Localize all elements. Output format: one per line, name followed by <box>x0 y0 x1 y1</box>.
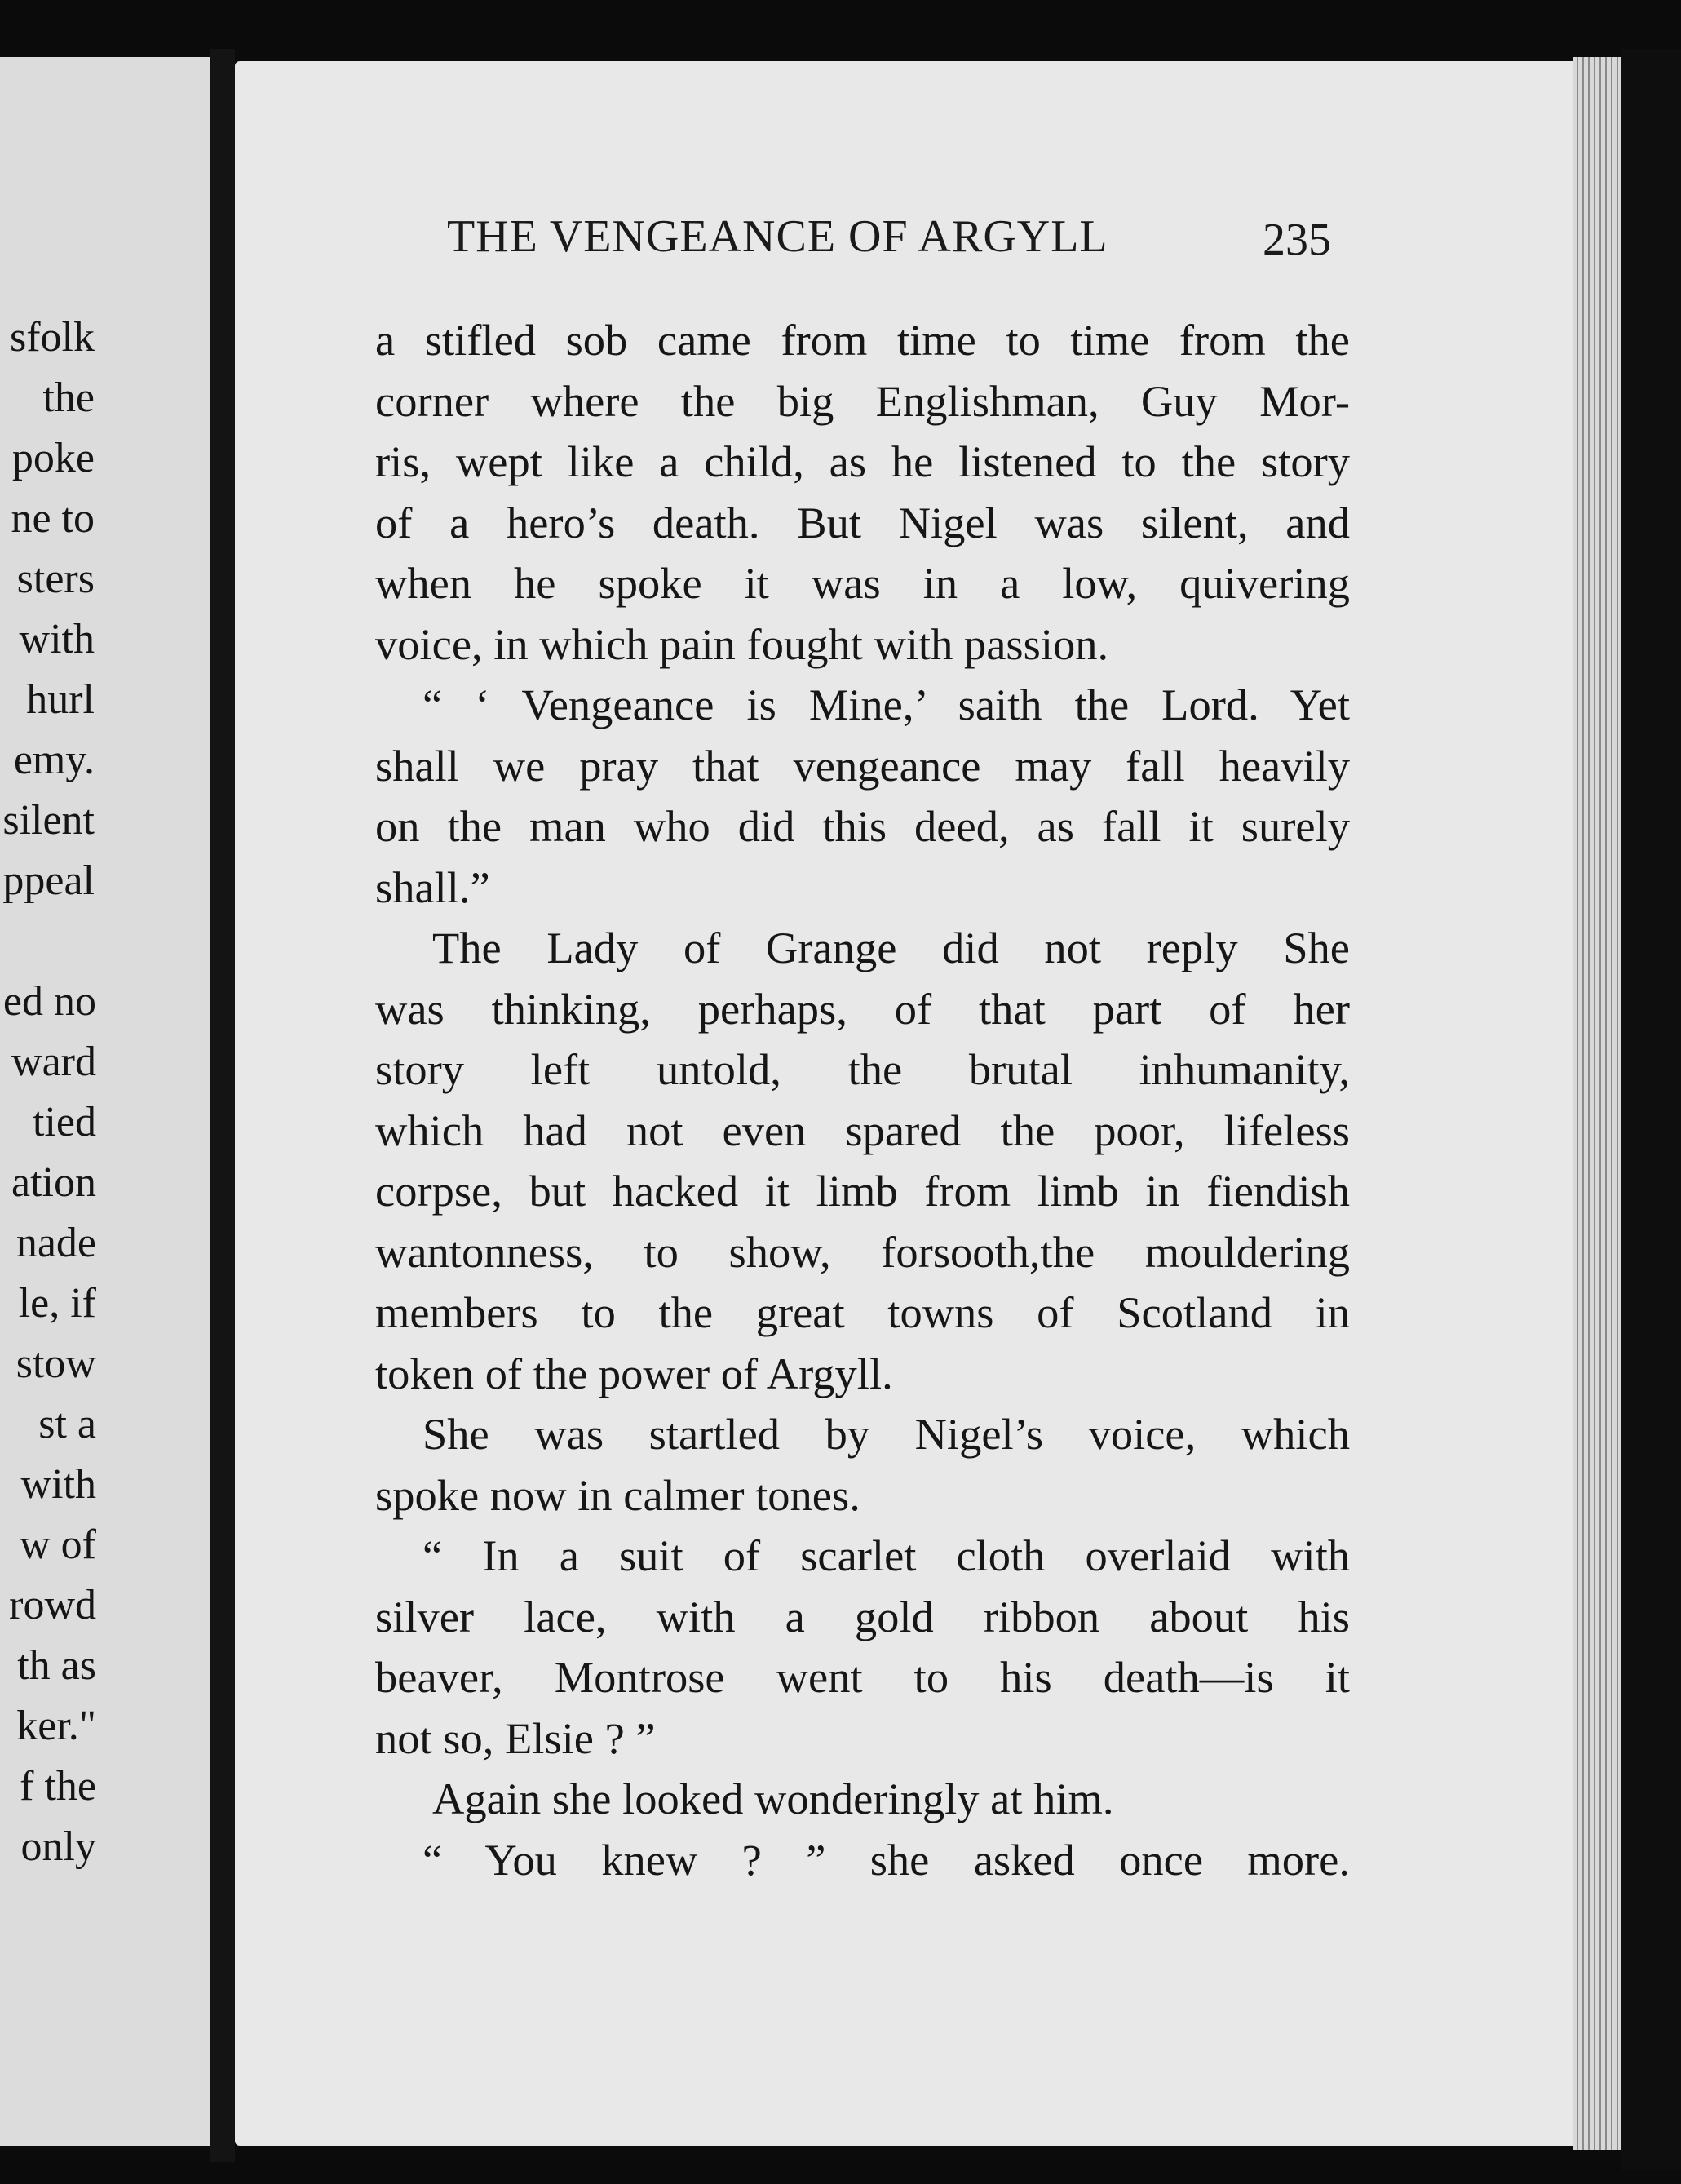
text-line: of a hero’s death. But Nigel was silent, and <box>375 497 1350 547</box>
left-page-line: ward <box>11 1039 96 1085</box>
left-page-line: stow <box>15 1340 96 1387</box>
book-gutter <box>210 49 235 2162</box>
left-page-line: ation <box>11 1159 96 1206</box>
text-line: was thinking, perhaps, of that part of her <box>375 983 1350 1034</box>
scan-border <box>1621 49 1681 2170</box>
text-line: wantonness, to show, forsooth,the mouldering <box>375 1226 1350 1277</box>
left-page-line: sters <box>16 556 95 602</box>
text-line: story left untold, the brutal inhumanity, <box>375 1044 1350 1094</box>
text-line: “ ‘ Vengeance is Mine,’ saith the Lord. Yet <box>422 680 1350 729</box>
text-line: voice, in which pain fought with passion. <box>375 618 1109 669</box>
left-page-line: only <box>20 1823 96 1870</box>
left-page-line: emy. <box>13 737 95 783</box>
left-page-line: st a <box>38 1401 96 1447</box>
left-page-line: rowd <box>9 1582 96 1628</box>
left-page-line: ne to <box>11 495 95 542</box>
text-line: on the man who did this deed, as fall it surely <box>375 801 1350 851</box>
left-page-line: with <box>20 1461 96 1508</box>
left-page-line: sfolk <box>10 314 95 361</box>
paragraph <box>375 1526 1350 1769</box>
left-page-line: silent <box>2 797 95 844</box>
page-edges <box>1573 57 1621 2150</box>
text-line: members to the great towns of Scotland in <box>375 1287 1350 1337</box>
left-page-line: ed no <box>2 978 96 1025</box>
text-line: spoke now in calmer tones. <box>375 1469 860 1520</box>
paragraph <box>375 918 1350 1404</box>
paragraph <box>375 1830 1350 1891</box>
left-page-line: nade <box>15 1220 96 1266</box>
left-page-line: poke <box>11 435 95 481</box>
text-line: Again she looked wonderingly at him. <box>432 1774 1114 1823</box>
text-line: a stifled sob came from time to time from the <box>375 315 1350 365</box>
text-line: shall we pray that vengeance may fall heavily <box>375 740 1350 791</box>
left-page-line: the <box>42 374 95 421</box>
text-line: corpse, but hacked it limb from limb in fiendish <box>375 1166 1350 1216</box>
paragraph <box>375 310 1350 675</box>
text-line: token of the power of Argyll. <box>375 1348 893 1398</box>
text-line: corner where the big Englishman, Guy Mor- <box>375 375 1350 426</box>
left-page-line: f the <box>20 1763 96 1810</box>
page-number: 235 <box>1263 215 1331 265</box>
text-line: The Lady of Grange did not reply She <box>432 923 1350 972</box>
left-page-line: with <box>19 616 95 662</box>
left-page-line: hurl <box>26 676 95 723</box>
body-text <box>375 310 1350 1890</box>
left-page-line: th as <box>17 1642 96 1689</box>
text-line: She was startled by Nigel’s voice, which <box>422 1409 1350 1459</box>
text-line: which had not even spared the poor, lifeless <box>375 1105 1350 1155</box>
left-page-line: ker." <box>16 1703 96 1749</box>
running-title: THE VENGEANCE OF ARGYLL <box>447 211 1108 262</box>
text-line: beaver, Montrose went to his death—is it <box>375 1652 1350 1702</box>
paragraph <box>375 675 1350 918</box>
text-line: ris, wept like a child, as he listened to the story <box>375 436 1350 486</box>
left-page-line: tied <box>33 1099 96 1145</box>
text-line: silver lace, with a gold ribbon about his <box>375 1591 1350 1641</box>
text-line: “ In a suit of scarlet cloth overlaid with <box>422 1531 1350 1580</box>
text-line: when he spoke it was in a low, quivering <box>375 558 1350 608</box>
text-line: “ You knew ? ” she asked once more. <box>422 1834 1350 1885</box>
left-page-line: ppeal <box>2 857 95 904</box>
left-facing-page <box>0 57 210 2146</box>
left-page-line: w of <box>20 1522 96 1568</box>
text-line: shall.” <box>375 862 490 912</box>
paragraph <box>375 1404 1350 1526</box>
left-page-line: le, if <box>18 1280 96 1327</box>
text-line: not so, Elsie ? ” <box>375 1712 656 1763</box>
paragraph <box>375 1769 1350 1830</box>
